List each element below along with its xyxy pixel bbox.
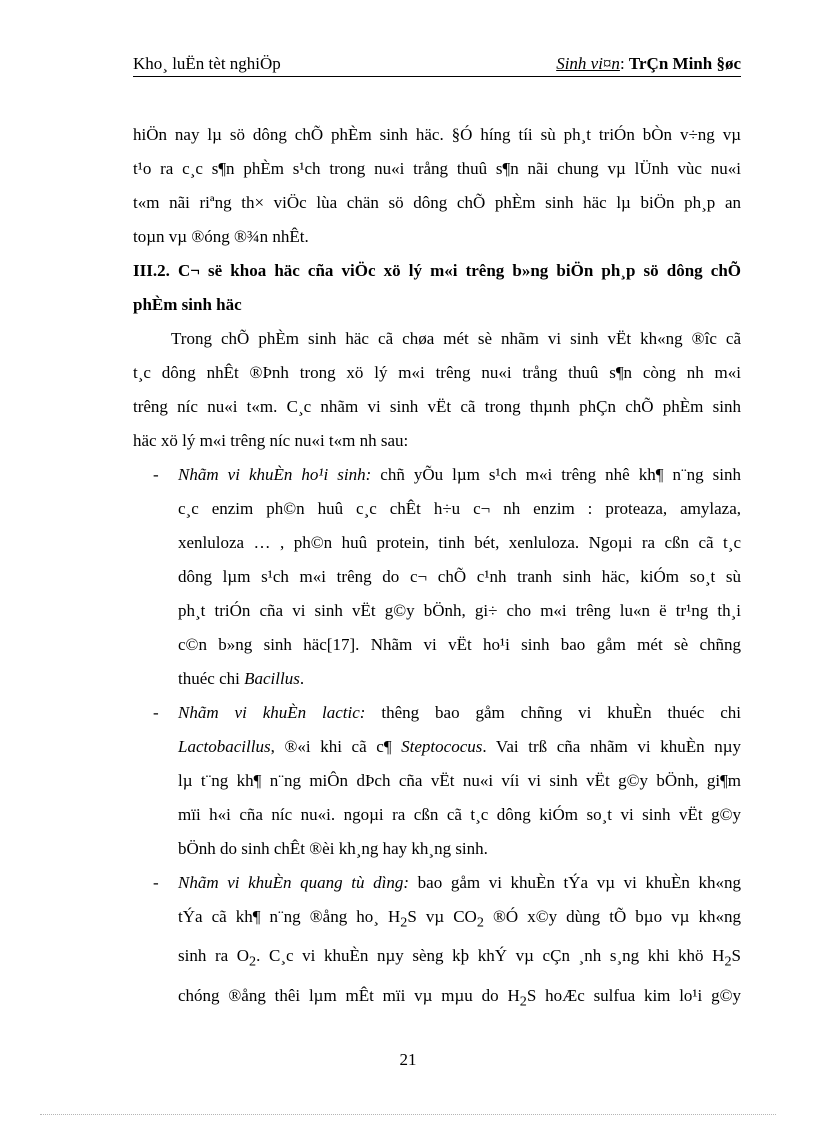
list-item xyxy=(133,458,741,696)
subscript: 2 xyxy=(724,953,732,970)
subscript: 2 xyxy=(249,953,257,970)
text-line xyxy=(178,900,741,939)
item-text: sinh ra O xyxy=(178,946,250,966)
section-heading xyxy=(133,254,741,322)
text-line: lµ t¨ng kh¶ n¨ng miÔn dÞch cña vËt nu«i víi vi sinh vËt g©y bÖnh, gi¶m xyxy=(178,771,741,790)
bacteria-group-list xyxy=(133,458,741,1018)
genus-name: Steptococus xyxy=(401,737,483,756)
heading-line: III.2. C¬ së khoa häc cña viÖc xö lý m«i trêng b»ng biÖn ph¸p sö dông chÕ xyxy=(133,261,741,280)
item-text: S vµ CO xyxy=(407,907,477,926)
text-line: häc xö lý m«i trêng níc nu«i t«m nh sau: xyxy=(133,431,409,450)
page-bottom-edge xyxy=(40,1114,776,1115)
item-lead: Nhãm vi khuÈn lactic: xyxy=(178,703,366,722)
text-line xyxy=(178,939,741,978)
paragraph-intro xyxy=(133,118,741,254)
item-text: thuéc chi xyxy=(178,669,245,688)
paragraph-groups xyxy=(133,322,741,458)
bullet-dash: - xyxy=(153,465,159,484)
item-text: chñ yÕu lµm s¹ch m«i trêng nhê kh¶ n¨ng sinh xyxy=(371,465,741,484)
student-label: Sinh vi¤n xyxy=(556,54,620,73)
text-line: t¸c dông nhÊt ®Þnh trong xö lý m«i trêng nu«i trång thuû s¶n còng nh m«i xyxy=(133,363,741,382)
text-line: c©n b»ng sinh häc[17]. Nhãm vi vËt ho¹i sinh bao gåm mét sè chñng xyxy=(178,635,741,654)
text-line xyxy=(178,696,741,730)
student-name: TrÇn Minh §øc xyxy=(628,54,741,73)
text-line: bÖnh do sinh chÊt ®èi kh¸ng hay kh¸ng sinh. xyxy=(178,839,488,858)
item-text: ®Ó x©y dùng tÕ bµo vµ kh«ng xyxy=(483,907,741,926)
text-line xyxy=(178,730,741,764)
thesis-title: Kho¸ luËn tèt nghiÖp xyxy=(133,54,281,73)
item-text: . C¸c vi khuÈn nµy sèng kþ khÝ vµ cÇn ¸nh s¸ng khi khö H xyxy=(256,946,725,966)
page-body xyxy=(133,118,741,1018)
text-line: ph¸t triÓn cña vi sinh vËt g©y bÖnh, gi÷ cho m«i trêng lu«n ë tr¹ng th¸i xyxy=(178,601,741,620)
item-text: . Vai trß cña nhãm vi khuÈn nµy xyxy=(482,737,742,756)
bullet-dash: - xyxy=(153,703,159,722)
item-text: , ®«i khi cã c¶ xyxy=(270,737,402,756)
item-text: . xyxy=(299,669,305,688)
item-lead: Nhãm vi khuÈn ho¹i sinh: xyxy=(178,465,372,484)
text-line xyxy=(178,458,741,492)
text-line xyxy=(178,662,741,696)
item-lead: Nhãm vi khuÈn quang tù dìng: xyxy=(178,873,410,892)
text-line: trêng níc nu«i t«m. C¸c nhãm vi sinh vËt cã trong thµnh phÇn chÕ phÈm sinh xyxy=(133,397,741,416)
bullet-dash: - xyxy=(153,873,159,892)
genus-name: Bacillus xyxy=(244,669,300,688)
text-line: toµn vµ ®óng ®¾n nhÊt. xyxy=(133,227,309,246)
text-line: t¹o ra c¸c s¶n phÈm s¹ch trong nu«i trång thuû s¶n nãi chung vµ lÜnh vùc nu«i xyxy=(133,159,741,178)
list-item xyxy=(133,866,741,1018)
item-text: S hoÆc sulfua kim lo¹i g©y xyxy=(526,985,741,1005)
student-info xyxy=(556,54,741,74)
item-text: thêng bao gåm chñng vi khuÈn thuéc chi xyxy=(365,703,741,722)
subscript: 2 xyxy=(476,914,484,931)
student-separator: : xyxy=(619,54,625,73)
text-line xyxy=(178,866,741,900)
text-line: xenluloza … , ph©n huû protein, tinh bét, xenluloza. Ngoµi ra cßn cã t¸c xyxy=(178,533,741,552)
subscript: 2 xyxy=(400,914,408,931)
text-line: Trong chÕ phÈm sinh häc cã chøa mét sè nhãm vi sinh vËt kh«ng ®îc cã xyxy=(171,329,741,348)
text-line: hiÖn nay lµ sö dông chÕ phÈm sinh häc. §Ó híng tíi sù ph¸t triÓn bÒn v÷ng vµ xyxy=(133,125,741,144)
text-line: mïi h«i cña níc nu«i. ngoµi ra cßn cã t¸c dông kiÓm so¸t vi sinh vËt g©y xyxy=(178,805,741,824)
page-header xyxy=(133,50,741,77)
text-line xyxy=(178,979,741,1018)
text-line: c¸c enzim ph©n huû c¸c chÊt h÷u c¬ nh enzim : proteaza, amylaza, xyxy=(178,499,741,518)
item-text: S xyxy=(731,946,741,966)
item-text: chóng ®ång thêi lµm mÊt mïi vµ mµu do H xyxy=(178,985,520,1005)
item-text: bao gåm vi khuÈn tÝa vµ vi khuÈn kh«ng xyxy=(409,873,741,892)
page-number: 21 xyxy=(399,1050,417,1069)
heading-line: phÈm sinh häc xyxy=(133,295,242,314)
text-line: dông lµm s¹ch m«i trêng do c¬ chÕ c¹nh tranh sinh häc, kiÓm so¸t sù xyxy=(178,567,741,586)
text-line: t«m nãi riªng th× viÖc lùa chän sö dông chÕ phÈm sinh häc lµ biÖn ph¸p an xyxy=(133,193,741,212)
list-item xyxy=(133,696,741,866)
item-text: tÝa cã kh¶ n¨ng ®ång ho¸ H xyxy=(178,907,401,926)
genus-name: Lactobacillus xyxy=(178,737,271,756)
subscript: 2 xyxy=(519,993,527,1010)
